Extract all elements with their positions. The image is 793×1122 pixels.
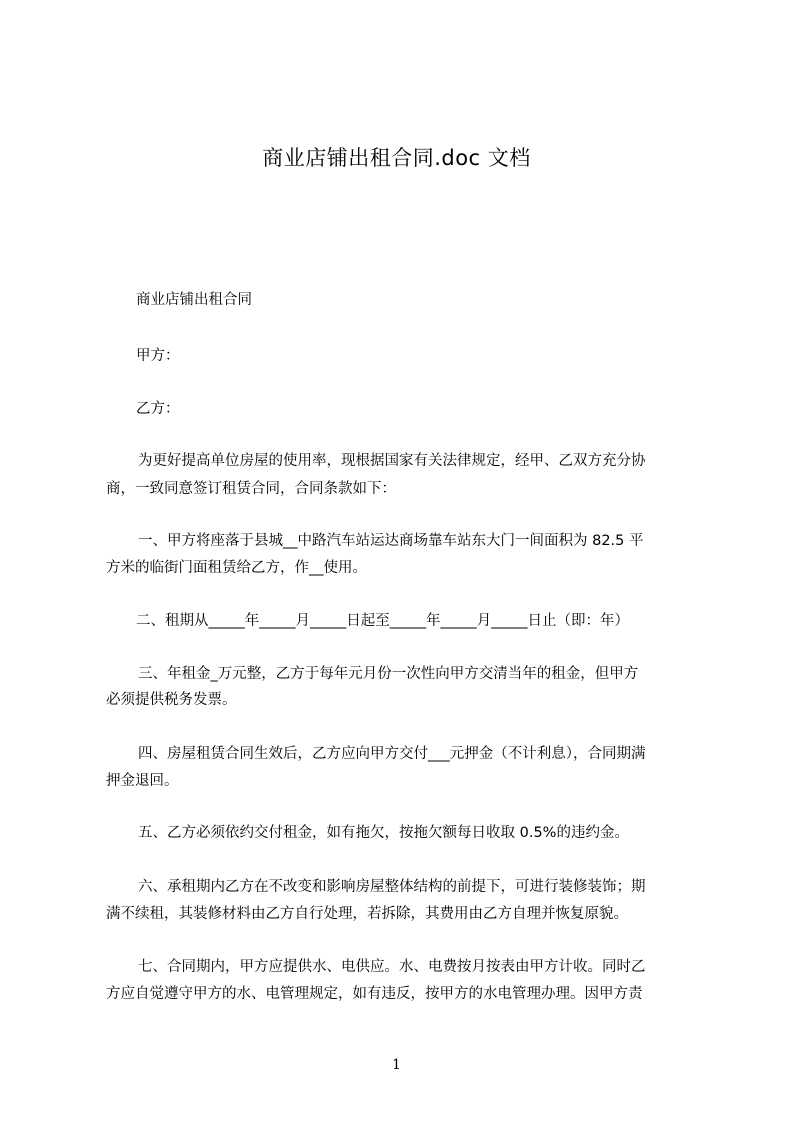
intro-paragraph-line-2: 商，一致同意签订租赁合同，合同条款如下：: [106, 481, 396, 497]
document-title: 商业店铺出租合同.doc 文档: [262, 146, 531, 170]
clause-1-line-1: 一、甲方将座落于县城__中路汽车站运达商场靠车站东大门一间面积为 82.5 平: [138, 533, 644, 549]
clause-3-line-2: 必须提供税务发票。: [106, 692, 237, 708]
clause-4-line-2: 押金退回。: [106, 773, 179, 789]
clause-6-line-1: 六、承租期内乙方在不改变和影响房屋整体结构的前提下，可进行装修装饰；期: [138, 879, 646, 895]
page-number: 1: [392, 1057, 401, 1073]
clause-4-line-1: 四、房屋租赁合同生效后，乙方应向甲方交付___元押金（不计利息），合同期满: [138, 746, 646, 762]
contract-heading: 商业店铺出租合同: [136, 292, 252, 308]
clause-6-line-2: 满不续租，其装修材料由乙方自行处理，若拆除，其费用由乙方自理并恢复原貌。: [106, 906, 628, 922]
intro-paragraph-line-1: 为更好提高单位房屋的使用率，现根据国家有关法律规定，经甲、乙双方充分协: [138, 453, 646, 469]
clause-7-line-1: 七、合同期内，甲方应提供水、电供应。水、电费按月按表由甲方计收。同时乙: [138, 959, 646, 975]
clause-1-line-2: 方米的临街门面租赁给乙方，作__使用。: [106, 560, 367, 576]
party-a-label: 甲方：: [136, 348, 180, 364]
clause-2-line-1: 二、租期从_____年_____月_____日起至_____年_____月_____日止（即：年）: [136, 613, 629, 629]
party-b-label: 乙方：: [136, 401, 180, 417]
clause-7-line-2: 方应自觉遵守甲方的水、电管理规定，如有违反，按甲方的水电管理办理。因甲方责: [106, 986, 643, 1002]
clause-5-line-1: 五、乙方必须依约交付租金，如有拖欠，按拖欠额每日收取 0.5%的违约金。: [138, 825, 629, 841]
clause-3-line-1: 三、年租金_万元整，乙方于每年元月份一次性向甲方交清当年的租金，但甲方: [138, 666, 639, 682]
